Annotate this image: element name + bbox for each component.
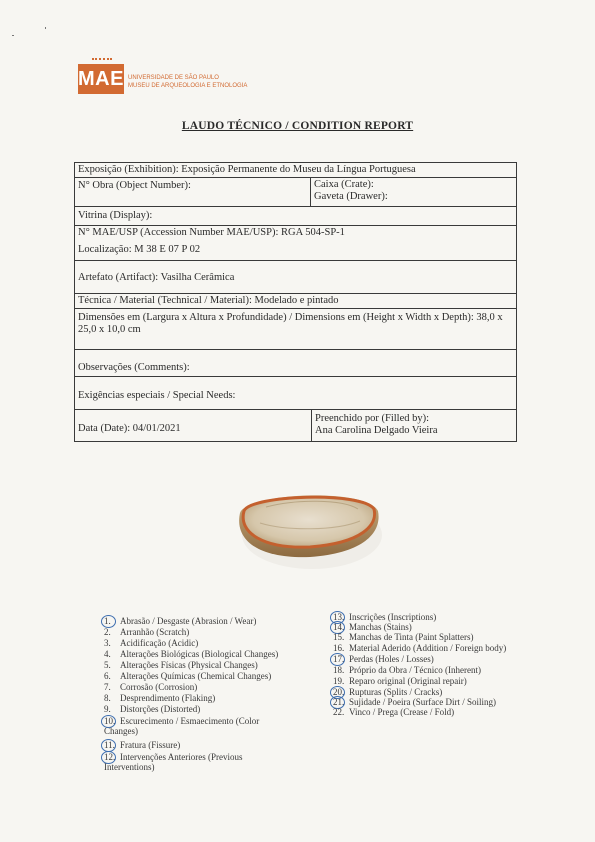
- legend-item: [104, 616, 256, 626]
- legend-number: 22.: [333, 707, 345, 717]
- scan-speck: [12, 35, 14, 36]
- scan-speck: [45, 27, 46, 29]
- legend-item: [104, 716, 284, 736]
- legend-number: 15.: [333, 632, 345, 642]
- legend-number: 21.: [333, 697, 345, 707]
- filled-by-label: Preenchido por (Filled by):: [315, 413, 430, 424]
- logo-abbr: MAE: [78, 64, 124, 94]
- legend-label: Sujidade / Poeira (Surface Dirt / Soiling): [349, 697, 496, 707]
- legend-item: [333, 654, 434, 664]
- legend-item: [333, 665, 481, 675]
- crate-field: Caixa (Crate):: [314, 179, 374, 190]
- legend-number: 16.: [333, 643, 345, 653]
- row-object: [74, 177, 517, 207]
- technique-field: Técnica / Material (Technical / Material): Modelado e pintado: [78, 295, 339, 306]
- legend-number: 10.: [104, 716, 116, 726]
- accession-field: N° MAE/USP (Accession Number MAE/USP): RGA 504-SP-1: [78, 227, 345, 238]
- legend-item: [333, 622, 412, 632]
- pen-circle-mark: [101, 751, 116, 764]
- legend-item: [104, 649, 278, 659]
- legend-label: Reparo original (Original repair): [349, 676, 467, 686]
- row-artifact: [74, 260, 517, 294]
- legend-item: [104, 752, 264, 772]
- row-technique: [74, 293, 517, 309]
- legend-number: 5.: [104, 660, 111, 670]
- legend-item: [104, 682, 197, 692]
- legend-label: Intervenções Anteriores (Previous Interventions): [104, 752, 243, 772]
- legend-label: Abrasão / Desgaste (Abrasion / Wear): [120, 616, 257, 626]
- legend-number: 14.: [333, 622, 345, 632]
- legend-item: [104, 704, 200, 714]
- row-dimensions: [74, 308, 517, 350]
- legend-number: 1.: [104, 616, 111, 626]
- report-title: LAUDO TÉCNICO / CONDITION REPORT: [181, 120, 414, 132]
- legend-label: Alterações Biológicas (Biological Changes): [120, 649, 279, 659]
- legend-label: Distorções (Distorted): [120, 704, 201, 714]
- legend-item: [104, 627, 189, 637]
- display-field: Vitrina (Display):: [78, 210, 153, 221]
- pen-circle-mark: [101, 715, 116, 728]
- legend-label: Escurecimento / Esmaecimento (Color Changes): [104, 716, 260, 736]
- row-special-needs: [74, 376, 517, 410]
- legend-item: [104, 740, 180, 750]
- legend-item: [333, 707, 454, 717]
- legend-label: Desprendimento (Flaking): [120, 693, 216, 703]
- legend-item: [104, 693, 215, 703]
- legend-item: [333, 612, 436, 622]
- legend-item: [104, 660, 258, 670]
- legend-number: 11.: [104, 740, 115, 750]
- special-needs-field: Exigências especiais / Special Needs:: [78, 390, 236, 401]
- legend-number: 9.: [104, 704, 111, 714]
- object-number-field: N° Obra (Object Number):: [78, 180, 191, 191]
- drawer-field: Gaveta (Drawer):: [314, 191, 388, 202]
- legend-number: 6.: [104, 671, 111, 681]
- ceramic-bowl-photo: [226, 473, 386, 583]
- legend-label: Manchas de Tinta (Paint Splatters): [349, 632, 474, 642]
- legend-label: Corrosão (Corrosion): [120, 682, 198, 692]
- logo-text: [128, 74, 288, 90]
- crate-drawer-cell: [310, 178, 516, 206]
- legend-item: [333, 676, 467, 686]
- date-field: Data (Date): 04/01/2021: [78, 423, 181, 434]
- legend-number: 13.: [333, 612, 345, 622]
- accession-cell: [75, 226, 516, 260]
- logo-line-2: MUSEU DE ARQUEOLOGIA E ETNOLOGIA: [128, 83, 248, 89]
- dimensions-field: Dimensões em (Largura x Altura x Profundidade) / Dimensions em (Height x Width x Depth): 38,0 x 25,0 x 10,0 cm: [78, 312, 503, 335]
- legend-item: [333, 632, 474, 642]
- location-field: Localização: M 38 E 07 P 02: [78, 244, 201, 255]
- legend-label: Manchas (Stains): [349, 622, 412, 632]
- row-date: [74, 409, 517, 442]
- row-remarks: [74, 349, 517, 377]
- logo-dots: [92, 58, 112, 63]
- remarks-field: Observações (Comments):: [78, 362, 190, 373]
- legend-number: 17.: [333, 654, 345, 664]
- legend-label: Alterações Físicas (Physical Changes): [120, 660, 258, 670]
- legend-number: 18.: [333, 665, 345, 675]
- artifact-field: Artefato (Artifact): Vasilha Cerâmica: [78, 272, 235, 283]
- legend-number: 19.: [333, 676, 345, 686]
- legend-item: [333, 643, 506, 653]
- filled-by-cell: [311, 410, 516, 441]
- exhibition-field: Exposição (Exhibition): Exposição Permanente do Museu da Língua Portuguesa: [78, 164, 416, 175]
- legend-label: Perdas (Holes / Losses): [349, 654, 434, 664]
- legend-number: 8.: [104, 693, 111, 703]
- row-display: [74, 206, 517, 226]
- legend-label: Rupturas (Splits / Cracks): [349, 687, 443, 697]
- logo-line-1: UNIVERSIDADE DE SÃO PAULO: [128, 75, 219, 81]
- legend-label: Próprio da Obra / Técnico (Inherent): [349, 665, 482, 675]
- legend-label: Inscrições (Inscriptions): [349, 612, 437, 622]
- legend-number: 2.: [104, 627, 111, 637]
- legend-label: Vinco / Prega (Crease / Fold): [349, 707, 455, 717]
- legend-item: [104, 671, 271, 681]
- legend-number: 3.: [104, 638, 111, 648]
- legend-label: Alterações Químicas (Chemical Changes): [120, 671, 272, 681]
- legend-label: Material Aderido (Addition / Foreign body): [349, 643, 507, 653]
- legend-number: 20.: [333, 687, 345, 697]
- legend-label: Acidificação (Acidic): [120, 638, 199, 648]
- row-accession: [74, 225, 517, 261]
- legend-item: [333, 687, 442, 697]
- legend-number: 4.: [104, 649, 111, 659]
- legend-item: [104, 638, 198, 648]
- legend-label: Arranhão (Scratch): [120, 627, 190, 637]
- legend-number: 7.: [104, 682, 111, 692]
- legend-number: 12.: [104, 752, 116, 762]
- legend-label: Fratura (Fissure): [120, 740, 181, 750]
- filled-by-name: Ana Carolina Delgado Vieira: [315, 425, 438, 436]
- row-exhibition: [74, 162, 517, 178]
- legend-item: [333, 697, 496, 707]
